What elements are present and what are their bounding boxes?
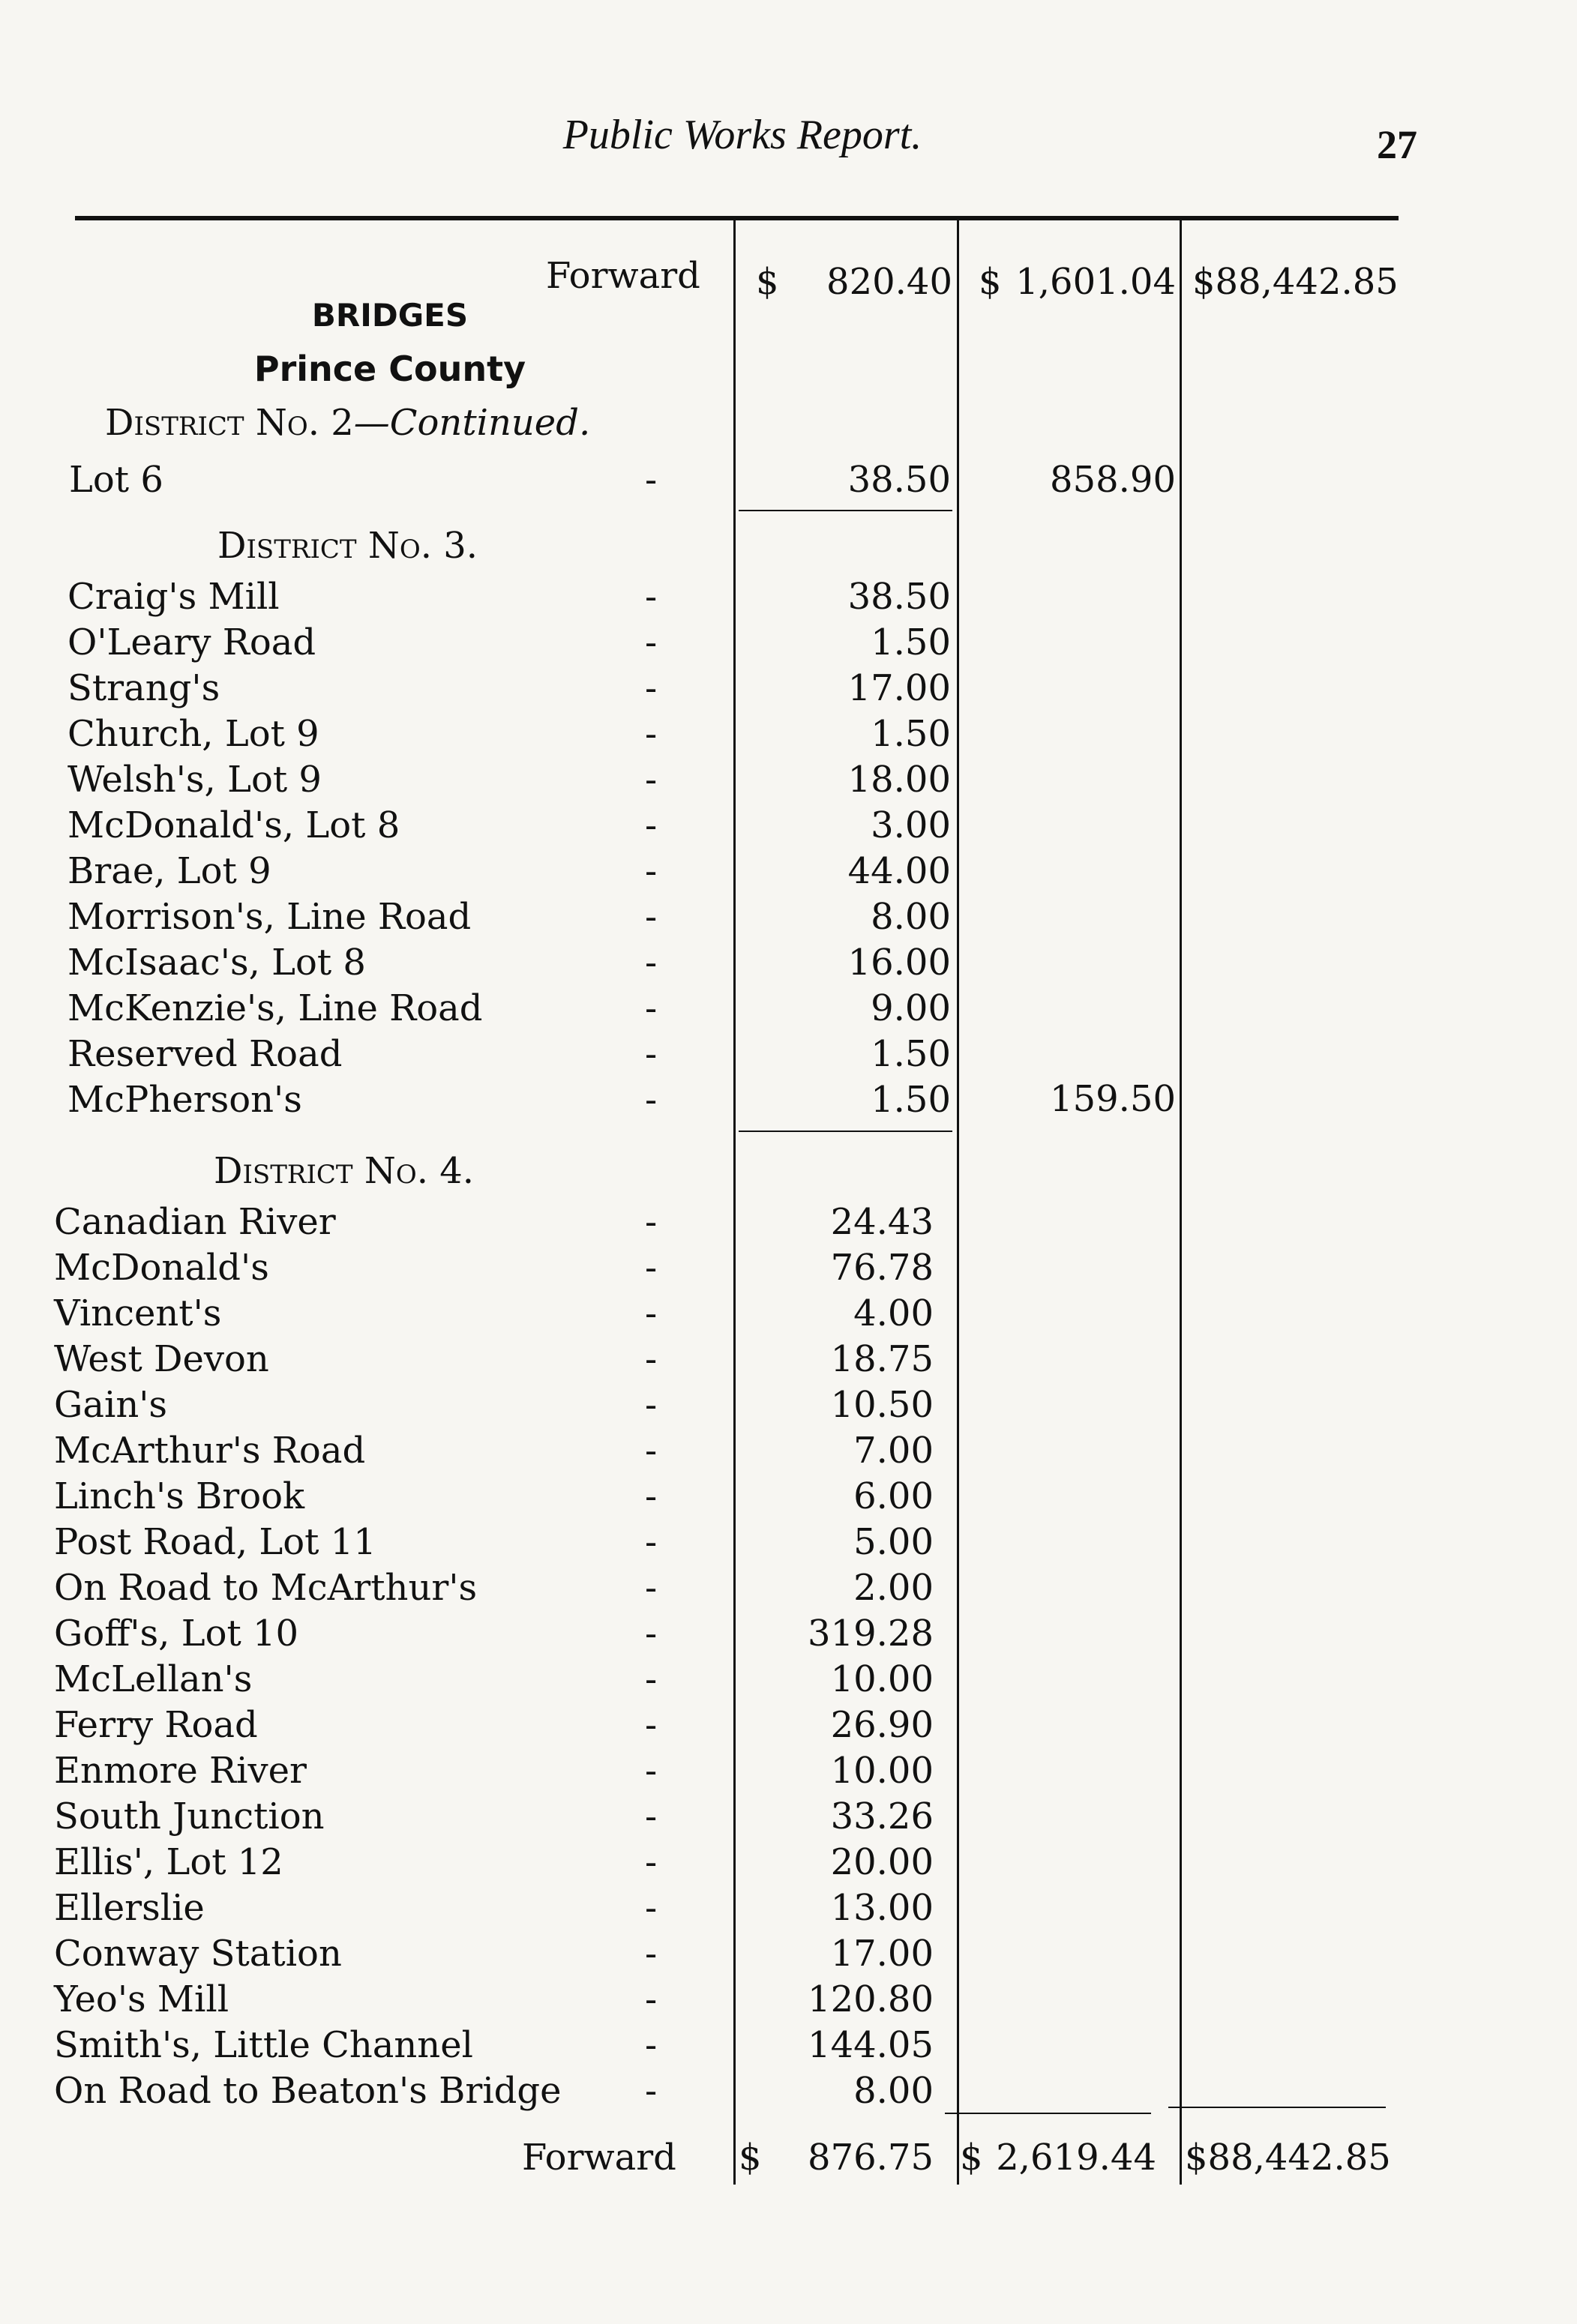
entry-amount: 5.00	[853, 1521, 934, 1563]
entry-amount: 1.50	[871, 1079, 951, 1121]
entry-name: Welsh's, Lot 9	[67, 759, 322, 801]
district-2-heading-text: District No. 2	[105, 402, 354, 444]
forward-bottom-col1-dollar: $	[739, 2137, 762, 2179]
leader-dashes: -	[645, 1978, 658, 2020]
leader-dashes: -	[645, 942, 658, 984]
entry-name: Ellerslie	[54, 1887, 205, 1929]
leader-dashes: -	[645, 1658, 658, 1700]
leader-dashes: -	[645, 1384, 658, 1426]
entry-name: Ellis', Lot 12	[54, 1841, 283, 1883]
entry-name: McIsaac's, Lot 8	[67, 942, 366, 984]
district-2-continued: —Continued.	[353, 402, 591, 444]
entry-name: Canadian River	[54, 1201, 336, 1243]
entry-name: South Junction	[54, 1795, 325, 1837]
entry-amount: 76.78	[830, 1247, 934, 1289]
leader-dashes: -	[645, 713, 658, 755]
district-3-subtotal: 159.50	[1050, 1078, 1176, 1120]
entry-name: Enmore River	[54, 1750, 307, 1792]
leader-dashes: -	[645, 1887, 658, 1929]
leader-dashes: -	[645, 1795, 658, 1837]
entry-amount: 18.00	[847, 759, 951, 801]
leader-dashes: -	[645, 896, 658, 938]
leader-dashes: -	[645, 1247, 658, 1289]
leader-dashes: -	[645, 1033, 658, 1075]
entry-amount: 20.00	[830, 1841, 934, 1883]
leader-dashes: -	[645, 2070, 658, 2112]
forward-bottom-col2-dollar: $	[960, 2137, 983, 2179]
entry-name: Strang's	[67, 667, 220, 709]
leader-dashes: -	[645, 987, 658, 1029]
entry-amount: 10.00	[830, 1658, 934, 1700]
entry-name: Smith's, Little Channel	[54, 2024, 473, 2066]
leader-dashes: -	[645, 1430, 658, 1472]
entry-name: Morrison's, Line Road	[67, 896, 472, 938]
bottom-sum-rule-col3	[1168, 2107, 1386, 2108]
district-2-heading	[105, 400, 590, 445]
entry-name: Ferry Road	[54, 1704, 258, 1746]
entry-amount: 1.50	[871, 1033, 951, 1075]
district-3-heading: District No. 3.	[217, 525, 478, 567]
entry-amount: 24.43	[830, 1201, 934, 1243]
column-divider-1	[733, 220, 736, 2185]
entry-amount: 4.00	[853, 1292, 934, 1334]
entry-name: Craig's Mill	[67, 576, 280, 618]
forward-bottom-col3-amount: $88,442.85	[1185, 2137, 1391, 2179]
entry-amount: 13.00	[830, 1887, 934, 1929]
column-divider-2	[957, 220, 959, 2185]
header-rule	[75, 216, 1399, 220]
entry-name: McDonald's	[54, 1247, 269, 1289]
entry-amount: 3.00	[871, 804, 951, 846]
entry-amount: 319.28	[808, 1613, 934, 1655]
entry-amount: 18.75	[830, 1338, 934, 1380]
leader-dashes: -	[645, 621, 658, 663]
leader-dashes: -	[645, 1750, 658, 1792]
entry-name: McDonald's, Lot 8	[67, 804, 400, 846]
leader-dashes: -	[645, 1521, 658, 1563]
leader-dashes: -	[645, 1613, 658, 1655]
entry-name: Gain's	[54, 1384, 168, 1426]
entry-amount: 1.50	[871, 713, 951, 755]
entry-amount: 7.00	[853, 1430, 934, 1472]
leader-dashes: -	[645, 1338, 658, 1380]
leader-dashes: -	[645, 1201, 658, 1243]
entry-amount: 9.00	[871, 987, 951, 1029]
entry-name: Lot 6	[69, 459, 163, 501]
entry-amount: 44.00	[847, 850, 951, 892]
entry-name: McKenzie's, Line Road	[67, 987, 483, 1029]
entry-name: On Road to Beaton's Bridge	[54, 2070, 562, 2112]
forward-top-col3-amount: $88,442.85	[1192, 261, 1399, 303]
section-subheading: Prince County	[253, 349, 526, 389]
forward-label-top: Forward	[546, 255, 700, 297]
forward-bottom-col1-amount: 876.75	[808, 2137, 934, 2179]
leader-dashes: -	[645, 576, 658, 618]
forward-top-col2-dollar: $	[979, 261, 1002, 303]
entry-name: Brae, Lot 9	[67, 850, 271, 892]
entry-name: Goff's, Lot 10	[54, 1613, 299, 1655]
forward-top-col2-amount: 1,601.04	[1015, 261, 1176, 303]
leader-dashes: -	[645, 1079, 658, 1121]
entry-name: West Devon	[54, 1338, 269, 1380]
entry-name: Reserved Road	[67, 1033, 343, 1075]
district-2-sum-rule	[739, 510, 952, 511]
entry-name: Linch's Brook	[54, 1475, 305, 1517]
leader-dashes: -	[645, 1475, 658, 1517]
entry-name: Conway Station	[54, 1933, 342, 1975]
entry-amount: 120.80	[808, 1978, 934, 2020]
forward-top-col1-amount: 820.40	[826, 261, 952, 303]
entry-amount: 17.00	[830, 1933, 934, 1975]
leader-dashes: -	[645, 1704, 658, 1746]
entry-amount: 33.26	[830, 1795, 934, 1837]
entry-amount: 2.00	[853, 1567, 934, 1609]
entry-amount: 38.50	[847, 459, 951, 501]
section-heading: BRIDGES	[311, 297, 469, 334]
bottom-sum-rule-col2	[945, 2113, 1151, 2114]
district-3-sum-rule	[739, 1131, 952, 1132]
forward-top-col1-dollar: $	[756, 261, 779, 303]
entry-amount: 8.00	[853, 2070, 934, 2112]
entry-amount: 8.00	[871, 896, 951, 938]
entry-amount: 10.50	[830, 1384, 934, 1426]
leader-dashes: -	[645, 1933, 658, 1975]
entry-name: Post Road, Lot 11	[54, 1521, 376, 1563]
forward-bottom-col2-amount: 2,619.44	[996, 2137, 1156, 2179]
column-divider-3	[1180, 220, 1182, 2185]
leader-dashes: -	[645, 1841, 658, 1883]
leader-dashes: -	[645, 459, 658, 501]
entry-amount: 144.05	[808, 2024, 934, 2066]
entry-amount: 1.50	[871, 621, 951, 663]
entry-name: Church, Lot 9	[67, 713, 319, 755]
leader-dashes: -	[645, 804, 658, 846]
page-number: 27	[1377, 122, 1417, 167]
forward-label-bottom: Forward	[522, 2137, 676, 2179]
leader-dashes: -	[645, 759, 658, 801]
district-2-subtotal: 858.90	[1050, 459, 1176, 501]
page-header-title: Public Works Report.	[562, 112, 922, 158]
entry-name: McLellan's	[54, 1658, 253, 1700]
district-4-heading: District No. 4.	[214, 1150, 475, 1192]
entry-name: Yeo's Mill	[54, 1978, 229, 2020]
entry-name: McArthur's Road	[54, 1430, 366, 1472]
entry-name: Vincent's	[54, 1292, 222, 1334]
leader-dashes: -	[645, 1567, 658, 1609]
entry-name: O'Leary Road	[67, 621, 316, 663]
entry-amount: 26.90	[830, 1704, 934, 1746]
entry-amount: 10.00	[830, 1750, 934, 1792]
leader-dashes: -	[645, 667, 658, 709]
entry-amount: 38.50	[847, 576, 951, 618]
entry-amount: 17.00	[847, 667, 951, 709]
entry-amount: 16.00	[847, 942, 951, 984]
leader-dashes: -	[645, 2024, 658, 2066]
entry-amount: 6.00	[853, 1475, 934, 1517]
leader-dashes: -	[645, 1292, 658, 1334]
entry-name: McPherson's	[67, 1079, 302, 1121]
entry-name: On Road to McArthur's	[54, 1567, 478, 1609]
leader-dashes: -	[645, 850, 658, 892]
